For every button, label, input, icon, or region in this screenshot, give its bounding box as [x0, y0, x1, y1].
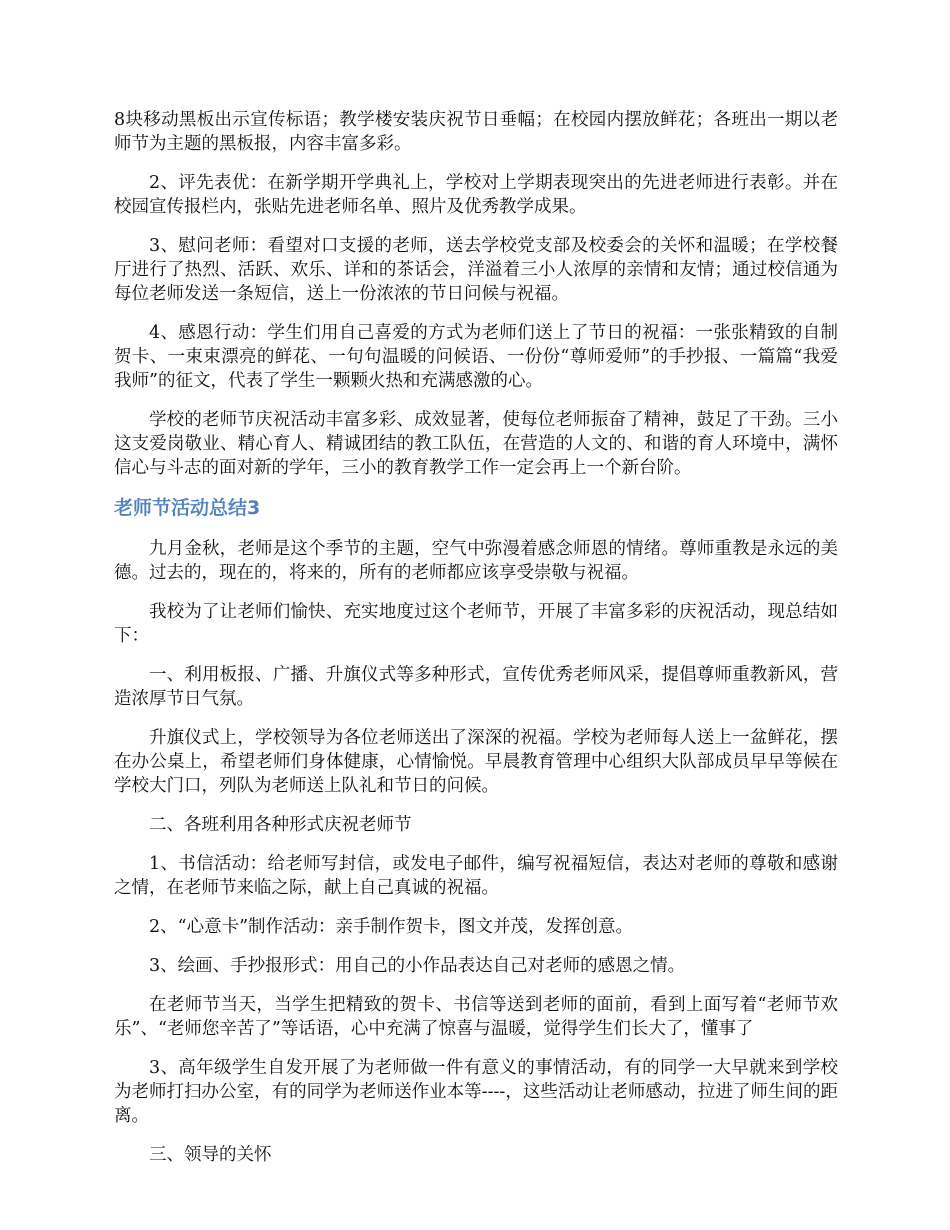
paragraph: 升旗仪式上，学校领导为各位老师送出了深深的祝福。学校为老师每人送上一盆鲜花，摆在办公桌上，希望老师们身体健康，心情愉悦。早晨教育管理中心组织大队部成员早早等候在学校大门口，列队为老师送上队礼和节日的问候。	[114, 728, 838, 796]
paragraph: 学校的老师节庆祝活动丰富多彩、成效显著，使每位老师振奋了精神，鼓足了干劲。三小这支爱岗敬业、精心育人、精诚团结的教工队伍，在营造的人文的、和谐的育人环境中，满怀信心与斗志的面对新的学年，三小的教育教学工作一定会再上一个新台阶。	[114, 410, 838, 478]
paragraph: 2、评先表优：在新学期开学典礼上，学校对上学期表现突出的先进老师进行表彰。并在校园宣传报栏内，张贴先进老师名单、照片及优秀教学成果。	[114, 173, 838, 217]
paragraph: 1、书信活动：给老师写封信，或发电子邮件，编写祝福短信，表达对老师的尊敬和感谢之情，在老师节来临之际，献上自己真诚的祝福。	[114, 854, 838, 898]
paragraph: 一、利用板报、广播、升旗仪式等多种形式，宣传优秀老师风采，提倡尊师重教新风，营造浓厚节日气氛。	[114, 665, 838, 709]
paragraph: 4、感恩行动：学生们用自己喜爱的方式为老师们送上了节日的祝福：一张张精致的自制贺卡、一束束漂亮的鲜花、一句句温暖的问候语、一份份“尊师爱师”的手抄报、一篇篇“我爱我师”的征文，代表了学生一颗颗火热和充满感激的心。	[114, 323, 838, 391]
paragraph: 在老师节当天，当学生把精致的贺卡、书信等送到老师的面前，看到上面写着“老师节欢乐”、“老师您辛苦了”等话语，心中充满了惊喜与温暖，觉得学生们长大了，懂事了	[114, 995, 838, 1039]
paragraph: 8块移动黑板出示宣传标语；教学楼安装庆祝节日垂幅；在校园内摆放鲜花；各班出一期以老师节为主题的黑板报，内容丰富多彩。	[114, 110, 838, 154]
paragraph: 3、慰问老师：看望对口支援的老师，送去学校党支部及校委会的关怀和温暖；在学校餐厅进行了热烈、活跃、欢乐、详和的茶话会，洋溢着三小人浓厚的亲情和友情；通过校信通为每位老师发送一条短信，送上一份浓浓的节日问候与祝福。	[114, 236, 838, 304]
paragraph: 2、“心意卡”制作活动：亲手制作贺卡，图文并茂，发挥创意。	[149, 917, 634, 937]
paragraph: 3、绘画、手抄报形式：用自己的小作品表达自己对老师的感恩之情。	[149, 956, 686, 976]
paragraph: 我校为了让老师们愉快、充实地度过这个老师节，开展了丰富多彩的庆祝活动，现总结如下：	[114, 602, 838, 646]
document-page	[114, 108, 838, 1182]
paragraph: 二、各班利用各种形式庆祝老师节	[149, 815, 412, 835]
paragraph: 3、高年级学生自发开展了为老师做一件有意义的事情活动，有的同学一大早就来到学校为老师打扫办公室，有的同学为老师送作业本等----，这些活动让老师感动，拉进了师生间的距离。	[114, 1058, 838, 1126]
paragraph: 三、领导的关怀	[149, 1145, 272, 1165]
section-heading: 老师节活动总结3	[114, 497, 261, 519]
paragraph: 九月金秋，老师是这个季节的主题，空气中弥漫着感念师恩的情绪。尊师重教是永远的美德。过去的，现在的，将来的，所有的老师都应该享受崇敬与祝福。	[114, 539, 838, 583]
